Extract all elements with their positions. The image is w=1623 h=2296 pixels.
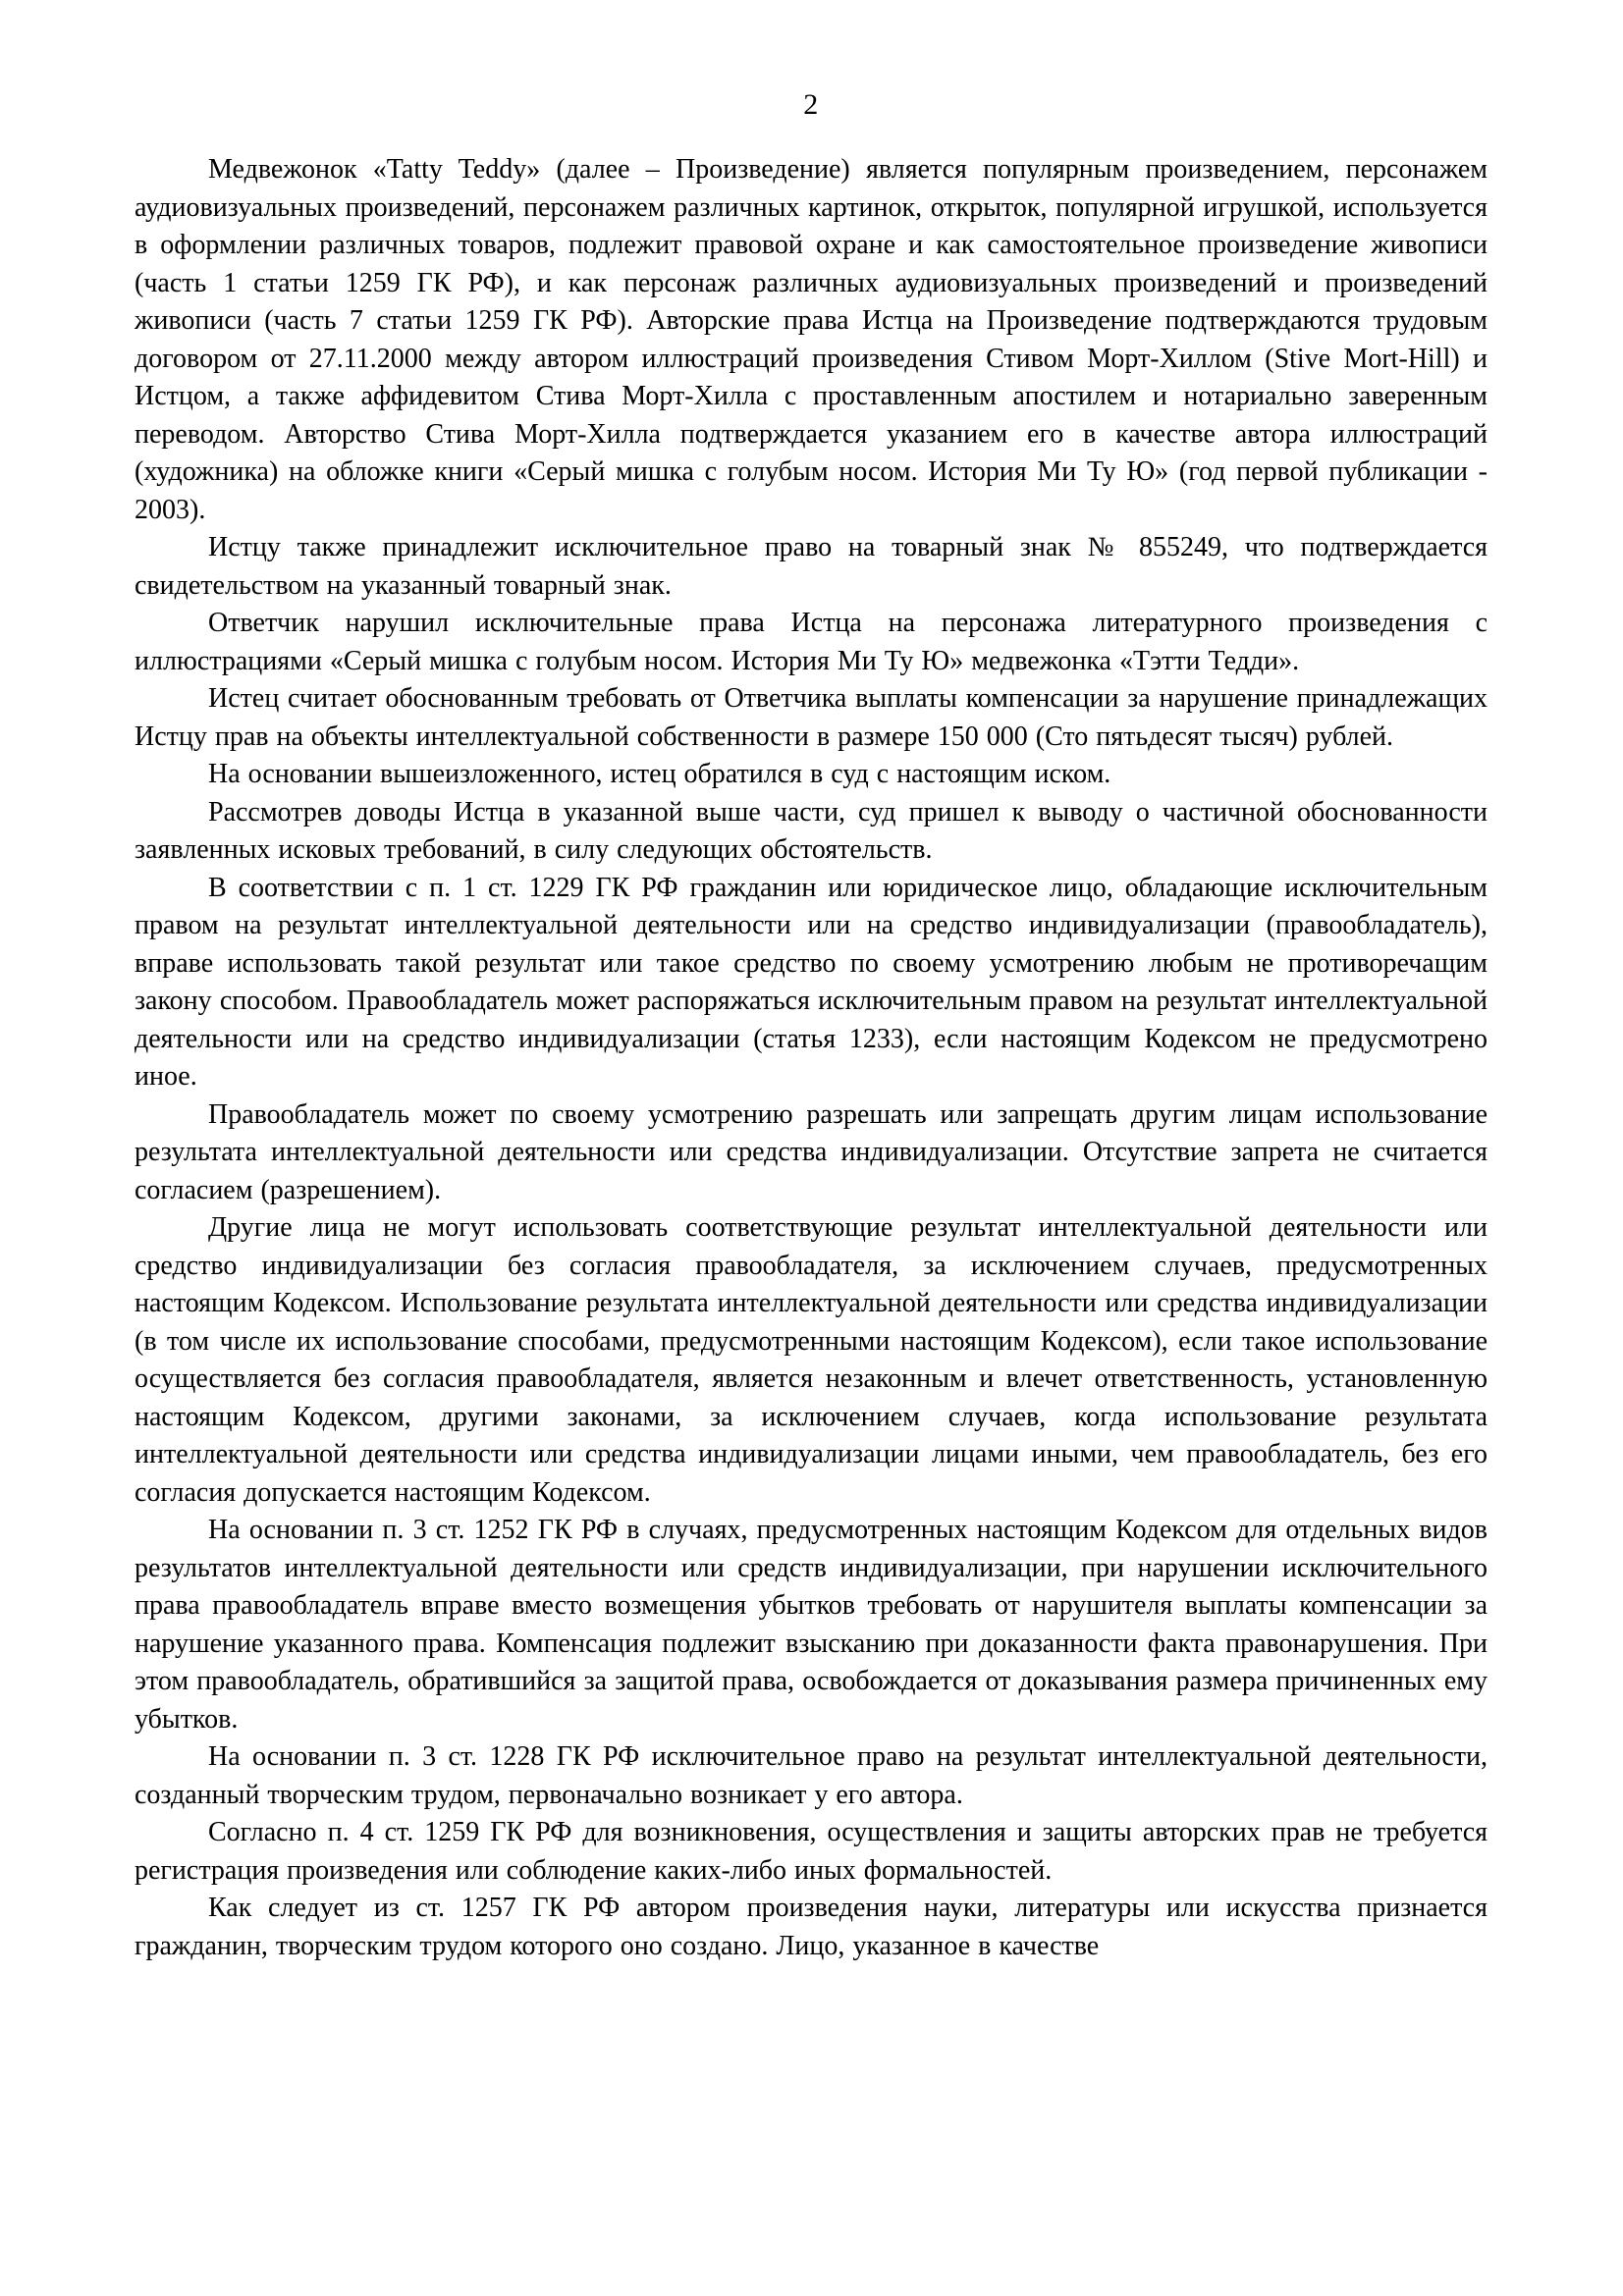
paragraph-defendant-violation: Ответчик нарушил исключительные права Истца на персонажа литературного произведения с иллюстрациями «Серый мишка с голубым носом. История Ми Ту Ю» медвежонка «Тэтти Тедди». (135, 608, 1488, 676)
paragraph-art-1228: На основании п. 3 ст. 1228 ГК РФ исключительное право на результат интеллектуальной деятельности, созданный творческим трудом, первоначально возникает у его автора. (135, 1741, 1488, 1810)
paragraph-intro-work: Медвежонок «Tatty Teddy» (далее – Произведение) является популярным произведением, персонажем аудиовизуальных произведений, персонажем различных картинок, открыток, популярной игрушкой, используется в оформлении различных товаров, подлежит правовой охране и как самостоятельное произведение живописи (часть 1 статьи 1259 ГК РФ), и как персонаж различных аудиовизуальных произведений и произведений живописи (часть 7 статьи 1259 ГК РФ). Авторские права Истца на Произведение подтверждаются трудовым договором от 27.11.2000 между автором иллюстраций произведения Стивом Морт-Хиллом (Stive Mort-Hill) и Истцом, а также аффидевитом Стива Морт-Хилла с проставленным апостилем и нотариально заверенным переводом. Авторство Стива Морт-Хилла подтверждается указанием его в качестве автора иллюстраций (художника) на обложке книги «Серый мишка с голубым носом. История Ми Ту Ю» (год первой публикации - 2003). (135, 154, 1488, 525)
paragraph-third-parties: Другие лица не могут использовать соответствующие результат интеллектуальной деятельности или средство индивидуализации без согласия правообладателя, за исключением случаев, предусмотренных настоящим Кодексом. Использование результата интеллектуальной деятельности или средства индивидуализации (в том числе их использование способами, предусмотренными настоящим Кодексом), если такое использование осуществляется без согласия правообладателя, является незаконным и влечет ответственность, установленную настоящим Кодексом, другими законами, за исключением случаев, когда использование результата интеллектуальной деятельности или средства индивидуализации лицами иными, чем правообладатель, без его согласия допускается настоящим Кодексом. (135, 1212, 1488, 1508)
page-number: 2 (803, 88, 819, 121)
paragraph-compensation-claim: Истец считает обоснованным требовать от Ответчика выплаты компенсации за нарушение принадлежащих Истцу прав на объекты интеллектуальной собственности в размере 150 000 (Сто пятьдесят тысяч) рублей. (135, 683, 1488, 752)
paragraph-court-conclusion: Рассмотрев доводы Истца в указанной выше части, суд пришел к выводу о частичной обоснованности заявленных исковых требований, в силу следующих обстоятельств. (135, 796, 1488, 865)
paragraph-lawsuit-basis: На основании вышеизложенного, истец обратился в суд с настоящим иском. (208, 759, 1111, 789)
document-body (135, 151, 1488, 1965)
paragraph-rightholder-permission: Правообладатель может по своему усмотрению разрешать или запрещать другим лицам использование результата интеллектуальной деятельности или средства индивидуализации. Отсутствие запрета не считается согласием (разрешением). (135, 1098, 1488, 1205)
paragraph-art-1229: В соответствии с п. 1 ст. 1229 ГК РФ гражданин или юридическое лицо, обладающие исключительным правом на результат интеллектуальной деятельности или на средство индивидуализации (правообладатель), вправе использовать такой результат или такое средство по своему усмотрению любым не противоречащим закону способом. Правообладатель может распоряжаться исключительным правом на результат интеллектуальной деятельности или на средство индивидуализации (статья 1233), если настоящим Кодексом не предусмотрено иное. (135, 872, 1488, 1092)
paragraph-art-1252: На основании п. 3 ст. 1252 ГК РФ в случаях, предусмотренных настоящим Кодексом для отдельных видов результатов интеллектуальной деятельности или средств индивидуализации, при нарушении исключительного права правообладатель вправе вместо возмещения убытков требовать от нарушителя выплаты компенсации за нарушение указанного права. Компенсация подлежит взысканию при доказанности факта правонарушения. При этом правообладатель, обратившийся за защитой права, освобождается от доказывания размера причиненных ему убытков. (135, 1515, 1488, 1735)
paragraph-art-1259: Согласно п. 4 ст. 1259 ГК РФ для возникновения, осуществления и защиты авторских прав не требуется регистрация произведения или соблюдение каких-либо иных формальностей. (135, 1817, 1488, 1886)
paragraph-trademark: Истцу также принадлежит исключительное право на товарный знак № 855249, что подтверждается свидетельством на указанный товарный знак. (135, 532, 1488, 601)
paragraph-art-1257: Как следует из ст. 1257 ГК РФ автором произведения науки, литературы или искусства признается гражданин, творческим трудом которого оно создано. Лицо, указанное в качестве (135, 1893, 1488, 1961)
